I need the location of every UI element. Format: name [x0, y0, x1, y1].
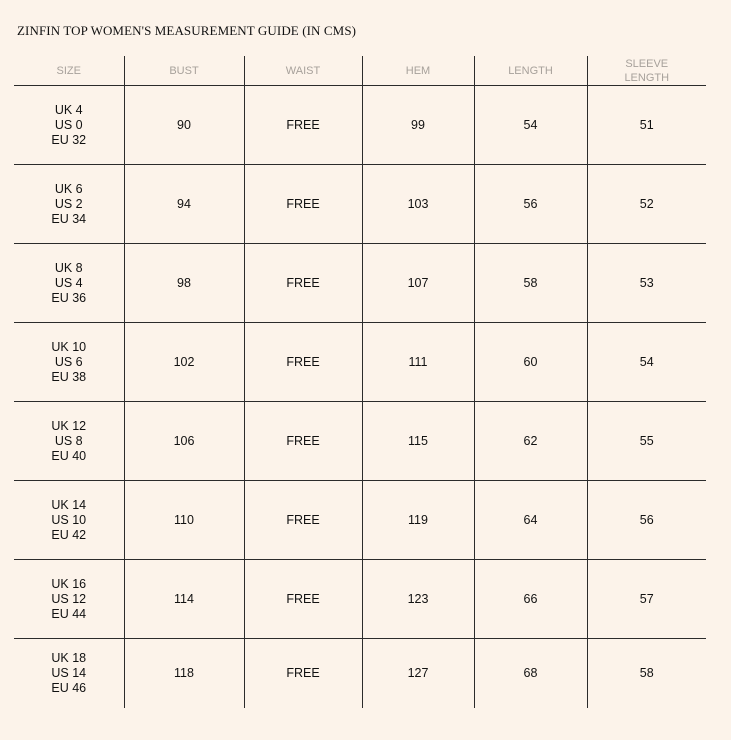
length-cell: 60: [474, 323, 587, 402]
size-us: US 8: [54, 433, 83, 448]
size-us: US 4: [54, 275, 83, 290]
size-eu: EU 46: [51, 681, 87, 695]
sleeve-length-cell: 51: [587, 86, 706, 165]
measurement-table: [14, 56, 706, 708]
size-cell: [14, 244, 124, 323]
size-uk: UK 8: [54, 260, 83, 275]
size-eu: EU 40: [51, 448, 87, 463]
size-cell: [14, 639, 124, 709]
table-row: [14, 323, 706, 402]
size-uk: UK 10: [51, 339, 87, 354]
size-eu: EU 44: [51, 606, 87, 621]
sleeve-length-cell: 55: [587, 402, 706, 481]
size-eu: EU 32: [51, 132, 87, 147]
header-sleeve-line2: LENGTH: [624, 71, 670, 84]
bust-cell: 106: [124, 402, 244, 481]
hem-cell: 119: [362, 481, 474, 560]
waist-cell: FREE: [244, 165, 362, 244]
size-uk: UK 12: [51, 418, 87, 433]
size-cell: [14, 86, 124, 165]
bust-cell: 118: [124, 639, 244, 709]
table-header-row: [14, 56, 706, 86]
sleeve-length-cell: 54: [587, 323, 706, 402]
header-sleeve-line1: SLEEVE: [625, 57, 669, 70]
hem-cell: 99: [362, 86, 474, 165]
waist-cell: FREE: [244, 244, 362, 323]
size-uk: UK 18: [51, 651, 87, 665]
size-uk: UK 4: [54, 102, 83, 117]
bust-cell: 90: [124, 86, 244, 165]
waist-cell: FREE: [244, 639, 362, 709]
size-eu: EU 36: [51, 290, 87, 305]
waist-cell: FREE: [244, 560, 362, 639]
size-cell: [14, 165, 124, 244]
table-row: [14, 639, 706, 709]
length-cell: 66: [474, 560, 587, 639]
length-cell: 56: [474, 165, 587, 244]
size-uk: UK 14: [51, 497, 87, 512]
header-bust: BUST: [124, 56, 244, 86]
size-us: US 12: [51, 591, 87, 606]
hem-cell: 107: [362, 244, 474, 323]
bust-cell: 110: [124, 481, 244, 560]
hem-cell: 127: [362, 639, 474, 709]
length-cell: 54: [474, 86, 587, 165]
table-row: [14, 402, 706, 481]
table-row: [14, 165, 706, 244]
size-us: US 14: [51, 666, 87, 680]
sleeve-length-cell: 57: [587, 560, 706, 639]
sleeve-length-cell: 58: [587, 639, 706, 709]
waist-cell: FREE: [244, 323, 362, 402]
hem-cell: 123: [362, 560, 474, 639]
size-eu: EU 38: [51, 369, 87, 384]
bust-cell: 98: [124, 244, 244, 323]
bust-cell: 102: [124, 323, 244, 402]
size-us: US 10: [51, 512, 87, 527]
waist-cell: FREE: [244, 481, 362, 560]
sleeve-length-cell: 56: [587, 481, 706, 560]
sleeve-length-cell: 52: [587, 165, 706, 244]
size-eu: EU 42: [51, 527, 87, 542]
table-row: [14, 560, 706, 639]
size-us: US 2: [54, 196, 83, 211]
table-row: [14, 86, 706, 165]
size-cell: [14, 481, 124, 560]
header-length: LENGTH: [474, 56, 587, 86]
size-eu: EU 34: [51, 211, 87, 226]
size-uk: UK 6: [54, 181, 83, 196]
size-cell: [14, 402, 124, 481]
waist-cell: FREE: [244, 402, 362, 481]
header-waist: WAIST: [244, 56, 362, 86]
size-us: US 0: [54, 117, 83, 132]
header-hem: HEM: [362, 56, 474, 86]
table-row: [14, 244, 706, 323]
length-cell: 68: [474, 639, 587, 709]
header-sleeve-length: [587, 56, 706, 86]
waist-cell: FREE: [244, 86, 362, 165]
size-uk: UK 16: [51, 576, 87, 591]
size-cell: [14, 323, 124, 402]
size-us: US 6: [54, 354, 83, 369]
page-title: ZINFIN TOP WOMEN'S MEASUREMENT GUIDE (IN CMS): [17, 23, 357, 38]
header-size: SIZE: [14, 56, 124, 86]
table-row: [14, 481, 706, 560]
bust-cell: 94: [124, 165, 244, 244]
size-cell: [14, 560, 124, 639]
hem-cell: 103: [362, 165, 474, 244]
sleeve-length-cell: 53: [587, 244, 706, 323]
hem-cell: 111: [362, 323, 474, 402]
length-cell: 58: [474, 244, 587, 323]
length-cell: 64: [474, 481, 587, 560]
length-cell: 62: [474, 402, 587, 481]
hem-cell: 115: [362, 402, 474, 481]
bust-cell: 114: [124, 560, 244, 639]
